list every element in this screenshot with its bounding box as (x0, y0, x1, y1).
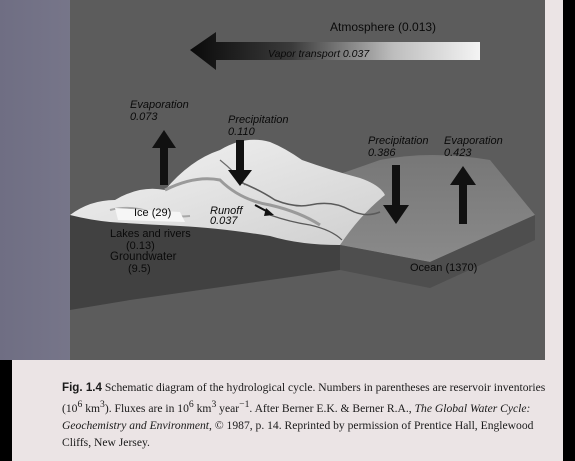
caption-text: , © 1987, p. 14. Reprinted by permission of Prentice Hall, Englewood Cliffs, New Jersey. (62, 418, 534, 449)
atmosphere-label: Atmosphere (0.013) (330, 20, 437, 34)
precipitation-ocean-value: 0.386 (368, 147, 396, 159)
figure-caption (62, 379, 554, 451)
caption-text: . After Berner E.K. & Berner R.A., (249, 401, 415, 415)
caption-text: km (82, 401, 101, 415)
evaporation-ocean-label: Evaporation (444, 135, 503, 147)
precipitation-land-label: Precipitation (228, 114, 289, 126)
caption-text: ). Fluxes are in 10 (104, 401, 189, 415)
runoff-label: Runoff (210, 205, 243, 217)
caption-superscript: −1 (239, 399, 250, 410)
hydrological-cycle-diagram (70, 0, 545, 360)
groundwater-label: Groundwater (110, 251, 177, 263)
caption-superscript: 6 (188, 399, 194, 410)
caption-text: Schematic diagram of the hydrological cycle. Numbers in parentheses are reservoir inventories (10 (62, 381, 546, 415)
caption-superscript: 3 (211, 399, 217, 410)
groundwater-value: (9.5) (128, 263, 151, 275)
caption-text: year (216, 401, 240, 415)
caption-superscript: 3 (100, 399, 105, 410)
figure-number: Fig. 1.4 (62, 381, 102, 394)
evaporation-land-value: 0.073 (130, 111, 158, 123)
up-arrow-icon (152, 130, 176, 185)
book-title: The Global Water Cycle: Geochemistry and Environment (62, 401, 531, 432)
caption-superscript: 6 (77, 399, 83, 410)
lakes-rivers-value: (0.13) (126, 240, 155, 252)
evaporation-ocean-value: 0.423 (444, 147, 472, 159)
ocean-label: Ocean (1370) (410, 262, 478, 274)
evaporation-land-label: Evaporation (130, 99, 189, 111)
diagram-svg (70, 0, 545, 360)
ice-label: Ice (29) (134, 207, 172, 219)
vapor-transport-label: Vapor transport 0.037 (268, 48, 370, 60)
runoff-value: 0.037 (210, 215, 238, 227)
lakes-rivers-label: Lakes and rivers (110, 228, 191, 240)
caption-text: km (193, 401, 212, 415)
precipitation-land-value: 0.110 (228, 126, 255, 138)
precipitation-ocean-label: Precipitation (368, 135, 429, 147)
